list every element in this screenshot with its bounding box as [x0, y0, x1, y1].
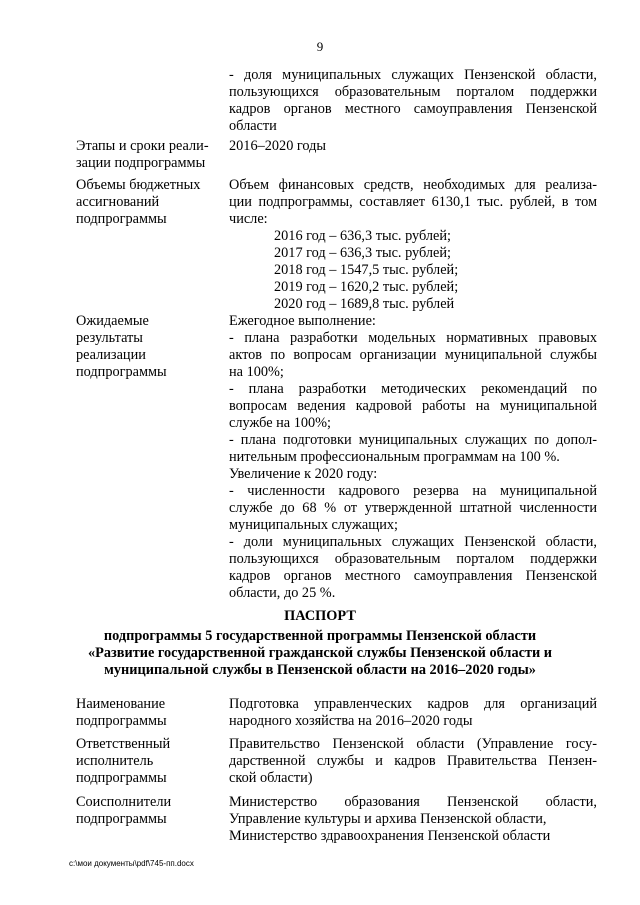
- label-line: Соисполнители: [76, 794, 172, 810]
- value-line: ции подпрограммы, составляет 6130,1 тыс. рублей, в том: [229, 194, 597, 210]
- passport-subtitle-line: «Развитие государственной гражданской службы Пензенской области и: [87, 645, 553, 661]
- value-line: кадров органов местного самоуправления Пензенской: [229, 568, 597, 584]
- value-line: Ежегодное выполнение:: [229, 313, 376, 329]
- text-line: кадров органов местного самоуправления Пензенской: [229, 101, 597, 117]
- value-line: числе:: [229, 211, 268, 227]
- value-line: - плана подготовки муниципальных служащих по допол-: [229, 432, 597, 448]
- page-number: 9: [316, 39, 324, 54]
- value-line: 2016–2020 годы: [229, 138, 327, 154]
- label-line: подпрограммы: [76, 770, 167, 786]
- value-line: нительным профессиональным программам на 100 %.: [229, 449, 560, 465]
- value-line: пользующихся образовательным порталом поддержки: [229, 551, 597, 567]
- value-line: народного хозяйства на 2016–2020 годы: [229, 713, 473, 729]
- passport-row-executor-value: [229, 736, 597, 787]
- row-results-value: [229, 313, 597, 602]
- passport-heading: ПАСПОРТ: [284, 608, 356, 624]
- budget-year-line: 2018 год – 1547,5 тыс. рублей;: [274, 262, 459, 278]
- value-line: Подготовка управленческих кадров для организаций: [229, 696, 597, 712]
- value-line: Правительство Пензенской области (Управление госу-: [229, 736, 597, 752]
- value-line: службе на 100%;: [229, 415, 332, 431]
- value-line: ской области): [229, 770, 313, 786]
- row-results-label: [76, 313, 216, 381]
- row-stages-value: [229, 138, 597, 155]
- label-line: Этапы и сроки реали-: [76, 138, 209, 154]
- value-line: - плана разработки модельных нормативных правовых: [229, 330, 597, 346]
- label-line: подпрограммы: [76, 364, 167, 380]
- label-line: Объемы бюджетных: [76, 177, 201, 193]
- label-line: подпрограммы: [76, 713, 167, 729]
- label-line: Ожидаемые: [76, 313, 149, 329]
- value-line: дарственной службы и кадров Правительства Пензен-: [229, 753, 597, 769]
- budget-year-line: 2017 год – 636,3 тыс. рублей;: [274, 245, 452, 261]
- label-line: результаты: [76, 330, 143, 346]
- passport-subtitle-line: подпрограммы 5 государственной программы Пензенской области: [103, 628, 537, 644]
- value-line: актов по вопросам организации муниципальной службы: [229, 347, 597, 363]
- label-line: исполнитель: [76, 753, 154, 769]
- label-line: подпрограммы: [76, 811, 167, 827]
- passport-row-executor-label: [76, 736, 216, 787]
- budget-year-line: 2020 год – 1689,8 тыс. рублей: [274, 296, 455, 312]
- passport-row-coexecutors-label: [76, 794, 216, 828]
- row-budget-label: [76, 177, 216, 228]
- row-budget-value: [229, 177, 597, 228]
- row-stages-label: [76, 138, 216, 172]
- value-line: Объем финансовых средств, необходимых для реализа-: [229, 177, 597, 193]
- label-line: ассигнований: [76, 194, 160, 210]
- budget-year-line: 2016 год – 636,3 тыс. рублей;: [274, 228, 452, 244]
- passport-row-name-value: [229, 696, 597, 730]
- value-line: Министерство здравоохранения Пензенской области: [229, 828, 551, 844]
- value-line: Увеличение к 2020 году:: [229, 466, 378, 482]
- budget-year-line: 2019 год – 1620,2 тыс. рублей;: [274, 279, 459, 295]
- passport-subtitle-line: муниципальной службы в Пензенской области на 2016–2020 годы»: [104, 662, 536, 678]
- passport-row-coexecutors-value: [229, 794, 597, 845]
- value-line: Министерство образования Пензенской области,: [229, 794, 597, 810]
- value-line: службе до 68 % от утвержденной штатной численности: [229, 500, 597, 516]
- text-line: области: [229, 118, 277, 134]
- text-line: - доля муниципальных служащих Пензенской области,: [229, 67, 597, 83]
- label-line: зации подпрограммы: [76, 155, 206, 171]
- value-line: области, до 25 %.: [229, 585, 336, 601]
- file-path-footer: c:\мои документы\pdf\745-пп.docx: [69, 859, 194, 868]
- label-line: Наименование: [76, 696, 166, 712]
- value-line: вопросам ведения кадровой работы на муниципальной: [229, 398, 597, 414]
- label-line: реализации: [76, 347, 146, 363]
- value-line: Управление культуры и архива Пензенской области,: [229, 811, 547, 827]
- label-line: Ответственный: [76, 736, 171, 752]
- label-line: подпрограммы: [76, 211, 167, 227]
- text-line: пользующихся образовательным порталом поддержки: [229, 84, 597, 100]
- value-line: на 100%;: [229, 364, 284, 380]
- value-line: - численности кадрового резерва на муниципальной: [229, 483, 597, 499]
- value-line: муниципальных служащих;: [229, 517, 399, 533]
- value-line: - доли муниципальных служащих Пензенской области,: [229, 534, 597, 550]
- passport-row-name-label: [76, 696, 216, 730]
- value-line: - плана разработки методических рекомендаций по: [229, 381, 597, 397]
- top-continuation-text: [229, 67, 597, 135]
